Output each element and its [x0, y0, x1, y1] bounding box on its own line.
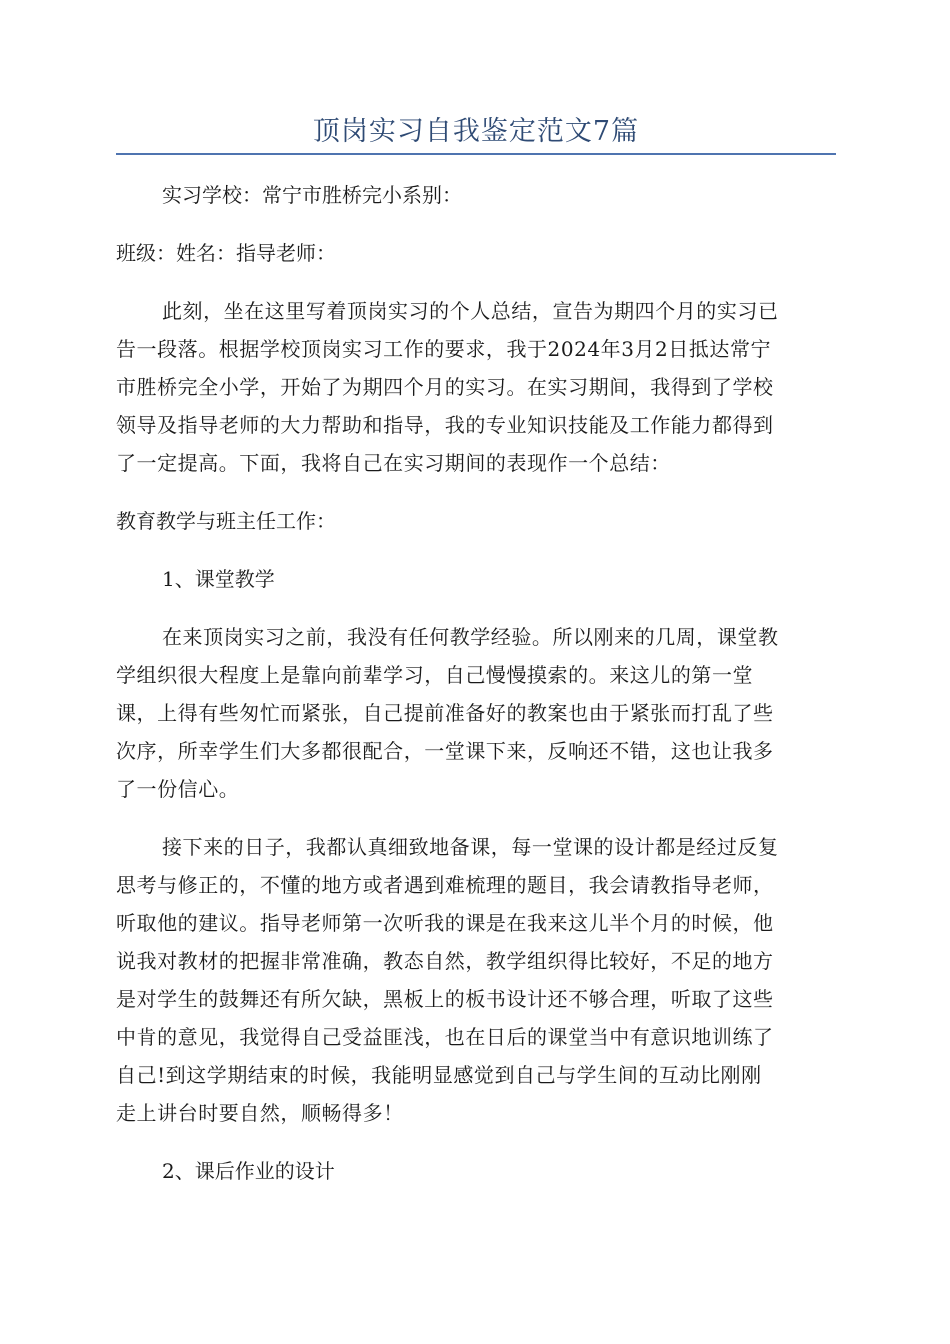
text-line: 了一份信心。 — [116, 777, 240, 801]
text-line: 课，上得有些匆忙而紧张，自己提前准备好的教案也由于紧张而打乱了些 — [116, 701, 774, 725]
title-underline — [116, 153, 836, 155]
text-line: 此刻，坐在这里写着顶岗实习的个人总结，宣告为期四个月的实习已 — [162, 299, 779, 323]
text-line: 说我对教材的把握非常准确，教态自然，教学组织得比较好，不足的地方 — [116, 949, 774, 973]
section-heading: 教育教学与班主任工作： — [116, 509, 336, 533]
text-line: 告一段落。根据学校顶岗实习工作的要求，我于2024年3月2日抵达常宁 — [116, 337, 772, 361]
paragraph-school: 实习学校：常宁市胜桥完小系别： — [162, 183, 462, 207]
text-line: 在来顶岗实习之前，我没有任何教学经验。所以刚来的几周，课堂教 — [162, 625, 779, 649]
paragraph-classroom — [116, 618, 836, 808]
document-title: 顶岗实习自我鉴定范文7篇 — [312, 116, 640, 147]
text-line: 领导及指导老师的大力帮助和指导，我的专业知识技能及工作能力都得到 — [116, 413, 774, 437]
subsection-heading: 2、课后作业的设计 — [162, 1159, 335, 1183]
text-line: 思考与修正的，不懂的地方或者遇到难梳理的题目，我会请教指导老师， — [116, 873, 774, 897]
paragraph-class: 班级：姓名：指导老师： — [116, 241, 336, 265]
text-line: 次序，所幸学生们大多都很配合，一堂课下来，反响还不错，这也让我多 — [116, 739, 774, 763]
paragraph-preparation — [116, 828, 836, 1132]
text-line: 中肯的意见，我觉得自己受益匪浅，也在日后的课堂当中有意识地训练了 — [116, 1025, 774, 1049]
paragraph-intro — [116, 292, 836, 482]
text-line: 听取他的建议。指导老师第一次听我的课是在我来这儿半个月的时候，他 — [116, 911, 774, 935]
text-line: 学组织很大程度上是靠向前辈学习，自己慢慢摸索的。来这儿的第一堂 — [116, 663, 754, 687]
document-body — [116, 176, 836, 1210]
text-line: 自己!到这学期结束的时候，我能明显感觉到自己与学生间的互动比刚刚 — [116, 1063, 762, 1087]
subsection-heading: 1、课堂教学 — [162, 567, 275, 591]
text-line: 了一定提高。下面，我将自己在实习期间的表现作一个总结： — [116, 451, 671, 475]
text-line: 接下来的日子，我都认真细致地备课，每一堂课的设计都是经过反复 — [162, 835, 779, 859]
text-line: 市胜桥完全小学，开始了为期四个月的实习。在实习期间，我得到了学校 — [116, 375, 774, 399]
text-line: 走上讲台时要自然，顺畅得多！ — [116, 1101, 404, 1125]
text-line: 是对学生的鼓舞还有所欠缺，黑板上的板书设计还不够合理，听取了这些 — [116, 987, 774, 1011]
